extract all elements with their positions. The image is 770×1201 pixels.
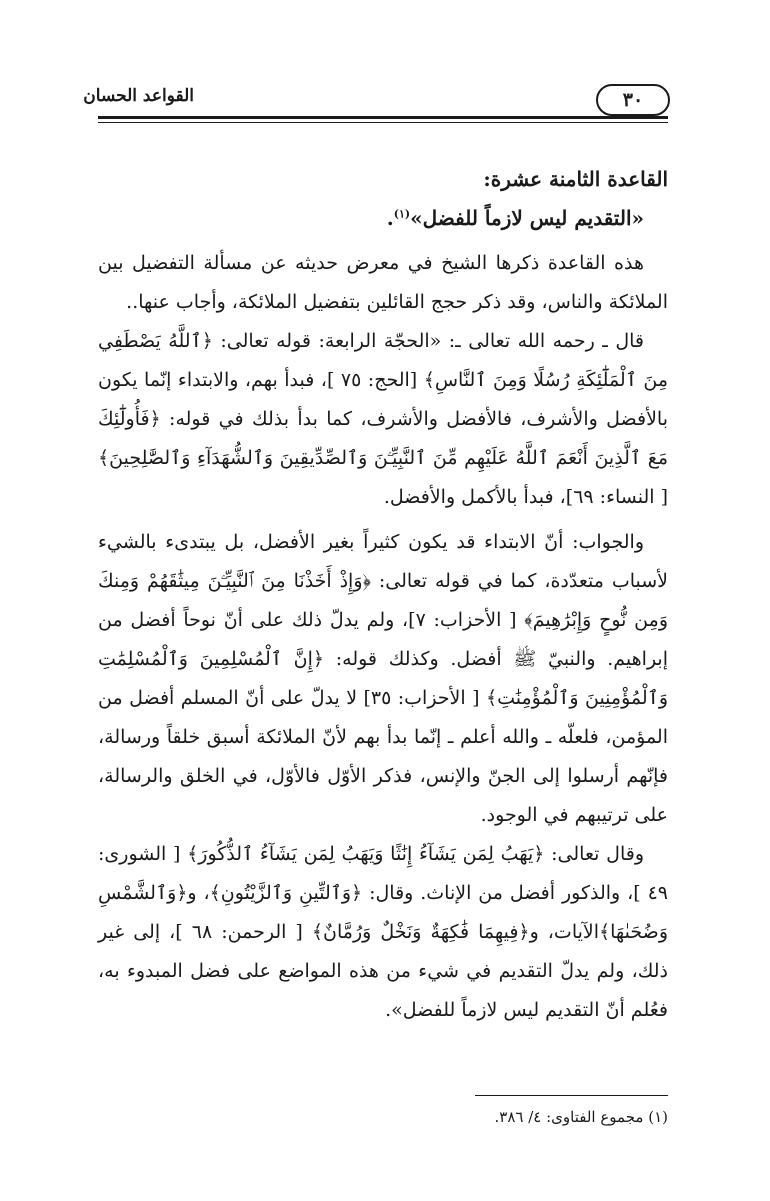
rule-text: «التقديم ليس لازماً للفضل»: [410, 206, 644, 230]
page-number: ٣٠: [596, 84, 670, 116]
rule-statement: «التقديم ليس لازماً للفضل»$^{(١)}$.: [386, 206, 644, 230]
paragraph: قال ـ رحمه الله تعالى ـ: «الحجّة الرابعة: قوله تعالى: ﴿ٱللَّهُ يَصْطَفِي مِنَ ٱلْمَلَٰٓئِكَةِ رُسُلًا وَمِنَ ٱلنَّاسِ﴾ [الحج: ٧٥ ]، فبدأ بهم، والابتداء إنّما يكون بالأفضل والأشرف، فالأفضل والأشرف، كما بدأ بذلك في قوله: ﴿فَأُولَٰٓئِكَ مَعَ ٱلَّذِينَ أَنْعَمَ ٱللَّهُ عَلَيْهِم مِّنَ ٱلنَّبِيِّـۧنَ وَٱلصِّدِّيقِينَ وَٱلشُّهَدَآءِ وَٱلصَّٰلِحِينَ﴾ [ النساء: ٦٩]، فبدأ بالأكمل والأفضل.: [98, 330, 668, 508]
paragraph: وقال تعالى: ﴿يَهَبُ لِمَن يَشَآءُ إِنَٰثًا وَيَهَبُ لِمَن يَشَآءُ ٱلذُّكُورَ﴾ [ الشورى: ٤٩ ]، والذكور أفضل من الإناث. وقال: ﴿وَٱلتِّينِ وَٱلزَّيْتُونِ﴾، و﴿وَٱلشَّمْسِ وَضُحَىٰهَا﴾الآيات، و﴿فِيهِمَا فَٰكِهَةٌ وَنَخْلٌ وَرُمَّانٌ﴾ [ الرحمن: ٦٨ ]، إلى غير ذلك، ولم يدلّ التقديم في شيء من هذه المواضع على فضل المبدوء به، فعُلم أنّ التقديم ليس لازماً للفضل».: [98, 843, 668, 1021]
running-title: القواعد الحسان: [83, 86, 194, 106]
main-text: [98, 160, 668, 1030]
paragraph: والجواب: أنّ الابتداء قد يكون كثيراً بغير الأفضل، بل يبتدىء بالشيء لأسباب متعدّدة، كما في قوله تعالى: ﴿وَإِذْ أَخَذْنَا مِنَ ٱلنَّبِيِّـۧنَ مِيثَٰقَهُمْ وَمِنكَ وَمِن نُّوحٍ وَإِبْرَٰهِيمَ﴾ [ الأحزاب: ٧]، ولم يدلّ ذلك على أنّ نوحاً أفضل من إبراهيم. والنبيّ ﷺ أفضل. وكذلك قوله: ﴿إِنَّ ٱلْمُسْلِمِينَ وَٱلْمُسْلِمَٰتِ وَٱلْمُؤْمِنِينَ وَٱلْمُؤْمِنَٰتِ﴾ [ الأحزاب: ٣٥] لا يدلّ على أنّ المسلم أفضل من المؤمن، فلعلّه ـ والله أعلم ـ إنّما بدأ بهم لأنّ الملائكة أسبق خلقاً ورسالة، فإنّهم أرسلوا إلى الجنّ والإنس، فذكر الأوّل فالأوّل، في الخلق والرسالة، على ترتيبهم في الوجود.: [98, 531, 668, 826]
footnote-marker: (١): [393, 207, 411, 221]
header-rule-thick: [98, 116, 668, 119]
footnote-rule: [475, 1095, 668, 1096]
paragraph: هذه القاعدة ذكرها الشيخ في معرض حديثه عن مسألة التفضيل بين الملائكة والناس، وقد ذكر حجج القائلين بتفضيل الملائكة، وأجاب عنها..: [98, 252, 668, 313]
section-heading: القاعدة الثامنة عشرة:: [483, 167, 668, 191]
footnote: (١) مجموع الفتاوى: ٤/ ٣٨٦.: [494, 1108, 668, 1126]
header-rule-thin: [98, 122, 668, 123]
